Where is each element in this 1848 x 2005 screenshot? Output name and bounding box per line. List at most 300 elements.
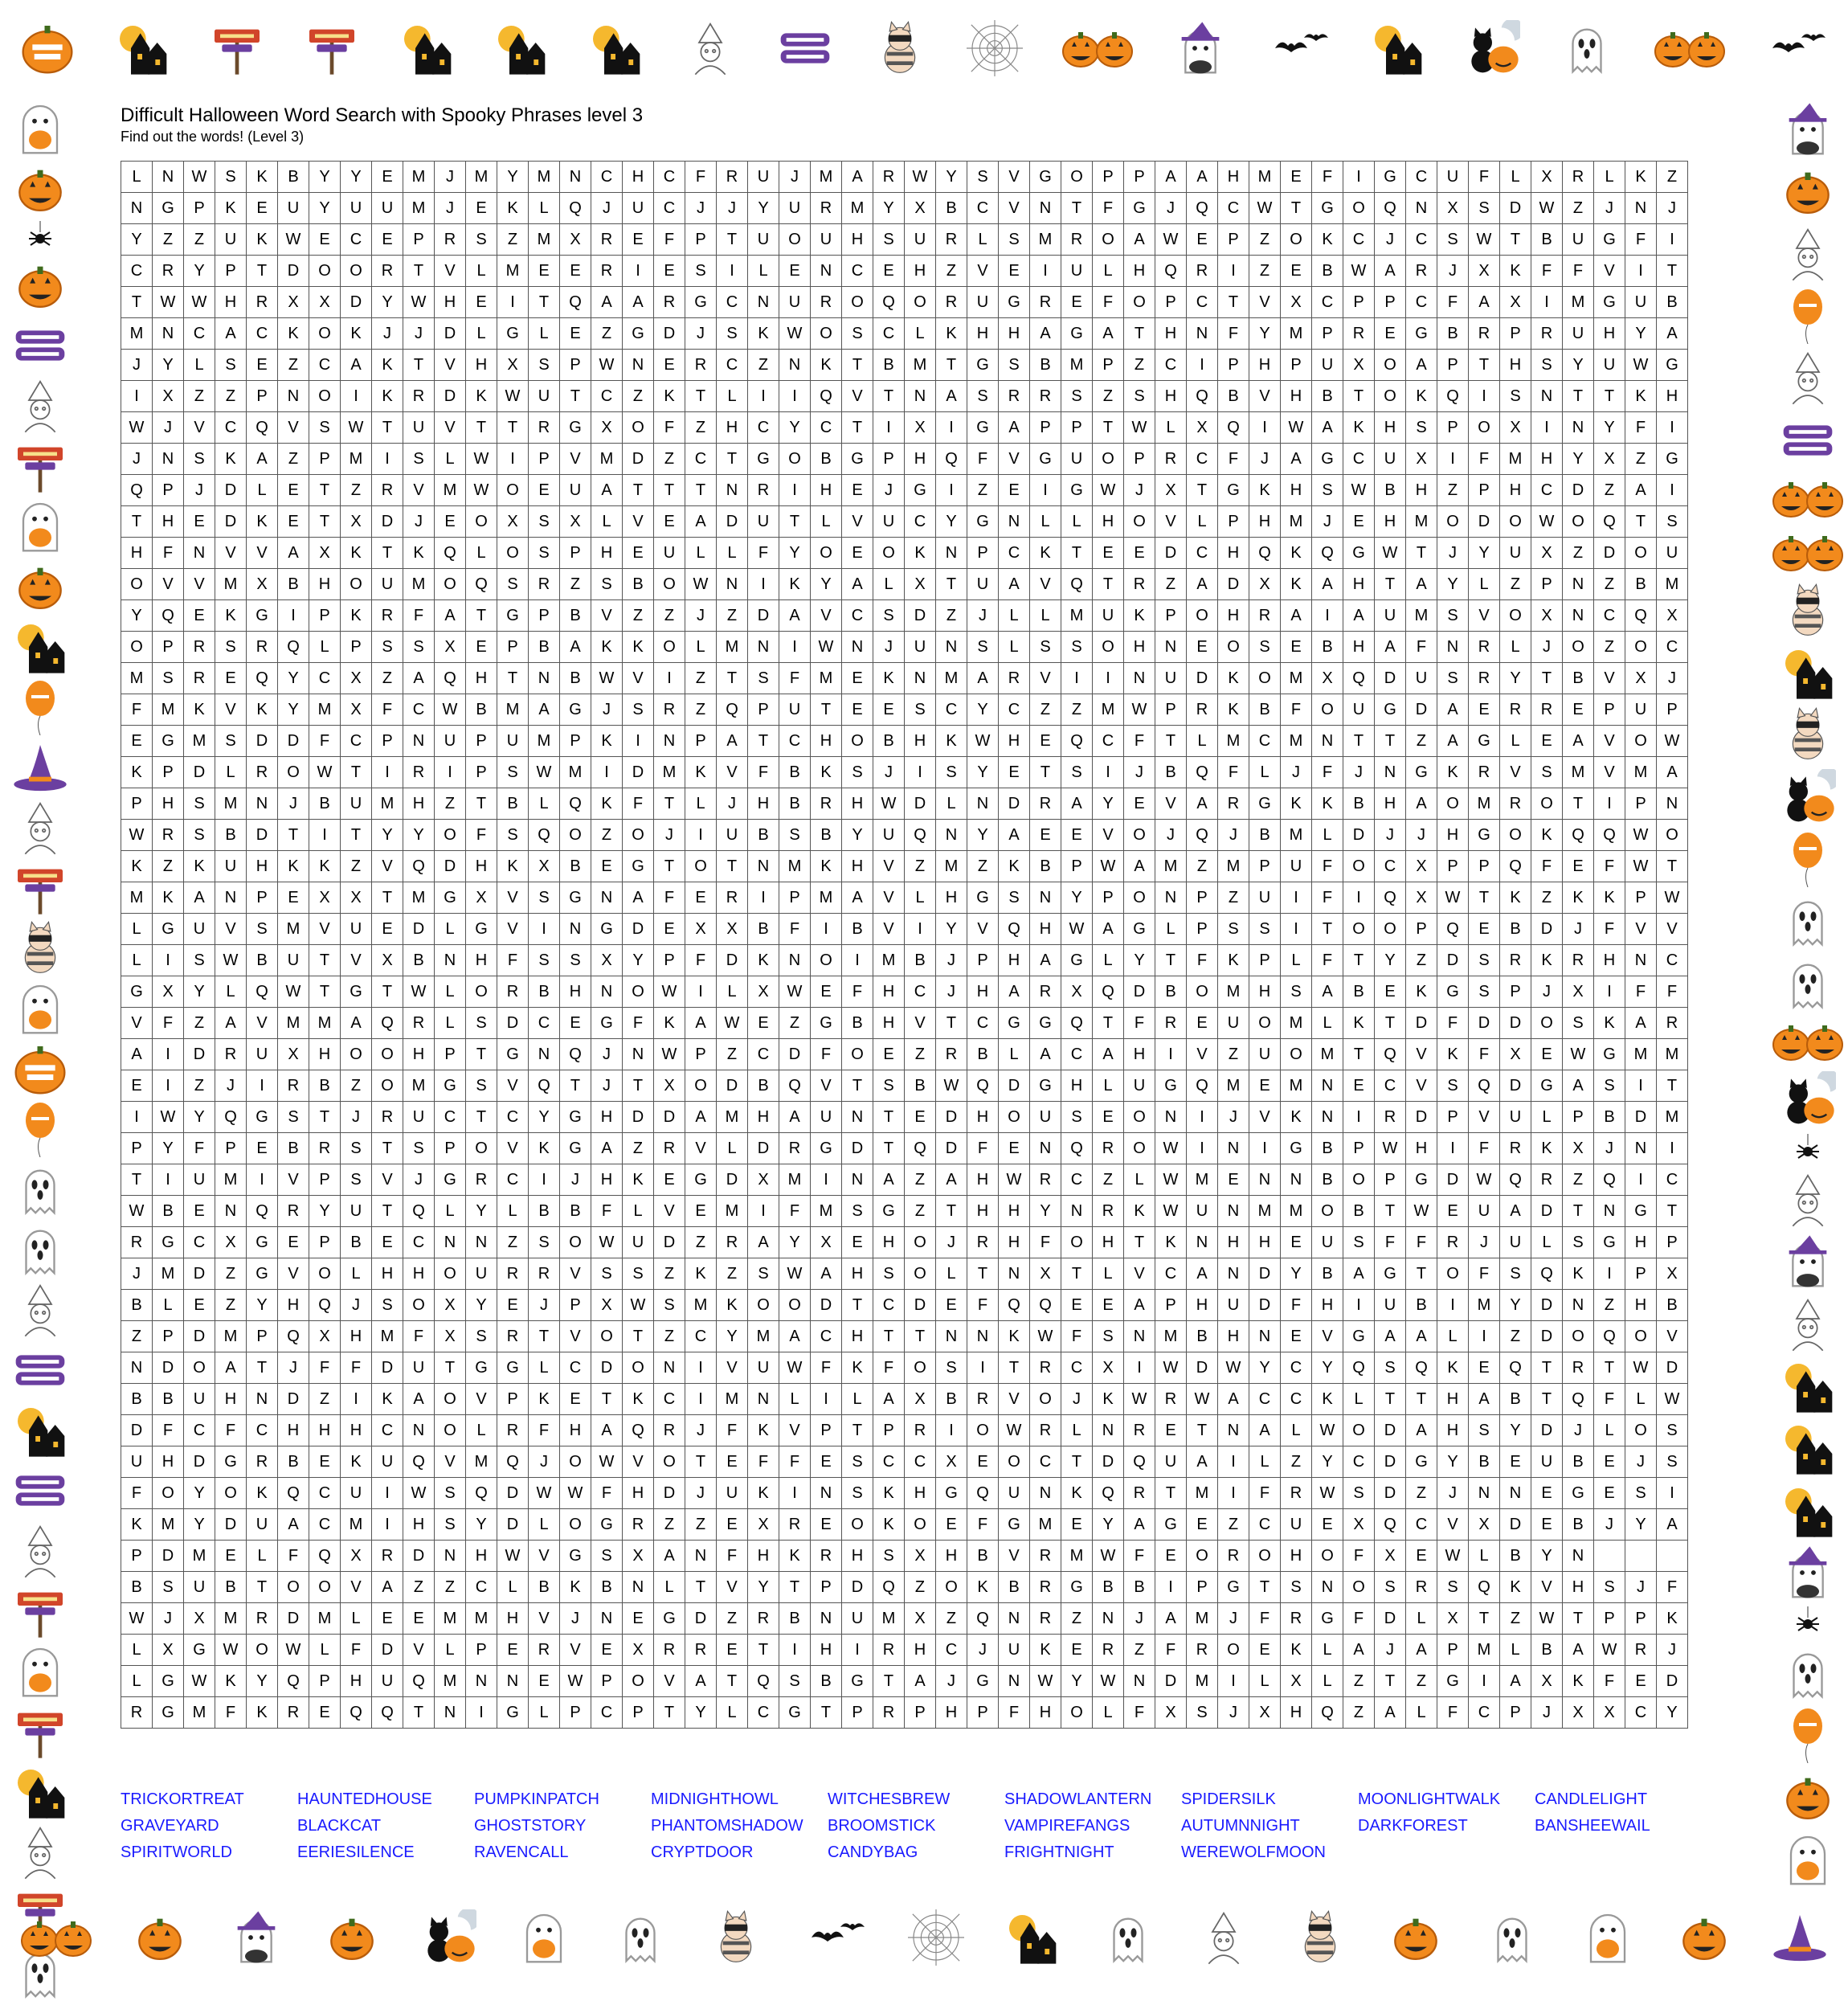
grid-cell[interactable]: P	[748, 694, 779, 726]
grid-cell[interactable]: L	[529, 788, 560, 820]
grid-cell[interactable]: U	[1469, 1196, 1500, 1227]
grid-cell[interactable]: A	[623, 287, 654, 318]
grid-cell[interactable]: G	[967, 350, 999, 381]
grid-cell[interactable]: R	[1124, 1415, 1155, 1446]
grid-cell[interactable]: F	[654, 412, 685, 444]
grid-cell[interactable]: S	[873, 600, 905, 632]
grid-cell[interactable]: H	[1625, 1227, 1657, 1258]
grid-cell[interactable]: K	[1343, 412, 1375, 444]
grid-cell[interactable]: D	[1531, 1415, 1563, 1446]
grid-cell[interactable]: U	[466, 1258, 497, 1290]
grid-cell[interactable]: F	[1218, 444, 1249, 475]
grid-cell[interactable]: Y	[779, 412, 811, 444]
grid-cell[interactable]: O	[497, 475, 529, 506]
grid-cell[interactable]: M	[215, 1164, 247, 1196]
grid-cell[interactable]: L	[466, 1415, 497, 1446]
grid-cell[interactable]: T	[309, 475, 341, 506]
grid-cell[interactable]: H	[1218, 1321, 1249, 1352]
grid-cell[interactable]: D	[1531, 1196, 1563, 1227]
grid-cell[interactable]: V	[1469, 1102, 1500, 1133]
grid-cell[interactable]: U	[403, 1102, 435, 1133]
grid-cell[interactable]: N	[999, 1603, 1030, 1635]
grid-cell[interactable]: T	[466, 600, 497, 632]
grid-cell[interactable]: B	[153, 1196, 184, 1227]
grid-cell[interactable]: J	[936, 945, 967, 976]
grid-cell[interactable]: M	[184, 1697, 215, 1729]
grid-cell[interactable]: C	[685, 444, 717, 475]
grid-cell[interactable]: Q	[278, 1666, 309, 1697]
grid-cell[interactable]: V	[1406, 1070, 1437, 1102]
grid-cell[interactable]: T	[1657, 256, 1688, 287]
grid-cell[interactable]: S	[184, 788, 215, 820]
grid-cell[interactable]: Y	[153, 350, 184, 381]
grid-cell[interactable]: G	[967, 412, 999, 444]
grid-cell[interactable]: U	[1218, 1008, 1249, 1039]
grid-cell[interactable]: A	[779, 1102, 811, 1133]
grid-cell[interactable]: I	[1343, 882, 1375, 914]
grid-cell[interactable]: Z	[936, 1603, 967, 1635]
grid-cell[interactable]: L	[1093, 256, 1124, 287]
grid-cell[interactable]: L	[905, 318, 936, 350]
grid-cell[interactable]: X	[341, 694, 372, 726]
grid-cell[interactable]: X	[748, 1509, 779, 1541]
grid-cell[interactable]: H	[748, 1102, 779, 1133]
grid-cell[interactable]: N	[1500, 1478, 1531, 1509]
grid-cell[interactable]: S	[435, 1509, 466, 1541]
grid-cell[interactable]: C	[1594, 600, 1625, 632]
grid-cell[interactable]	[1594, 1541, 1625, 1572]
grid-cell[interactable]: A	[685, 1666, 717, 1697]
grid-cell[interactable]: Z	[654, 1321, 685, 1352]
grid-cell[interactable]: G	[1406, 318, 1437, 350]
grid-cell[interactable]: T	[1312, 914, 1343, 945]
grid-cell[interactable]: P	[1437, 1635, 1469, 1666]
grid-cell[interactable]: Z	[184, 381, 215, 412]
grid-cell[interactable]: R	[936, 1039, 967, 1070]
grid-cell[interactable]: X	[153, 381, 184, 412]
grid-cell[interactable]: Q	[905, 1133, 936, 1164]
grid-cell[interactable]: K	[779, 569, 811, 600]
grid-cell[interactable]: B	[1343, 1196, 1375, 1227]
grid-cell[interactable]: H	[153, 506, 184, 538]
grid-cell[interactable]: G	[1563, 1478, 1594, 1509]
grid-cell[interactable]: X	[1312, 663, 1343, 694]
grid-cell[interactable]: T	[529, 1321, 560, 1352]
grid-cell[interactable]: O	[309, 1572, 341, 1603]
grid-cell[interactable]: B	[529, 632, 560, 663]
grid-cell[interactable]: M	[153, 1258, 184, 1290]
grid-cell[interactable]: U	[247, 1509, 278, 1541]
grid-cell[interactable]: D	[1469, 506, 1500, 538]
grid-cell[interactable]: O	[560, 1509, 591, 1541]
grid-cell[interactable]: A	[1093, 1039, 1124, 1070]
grid-cell[interactable]: I	[372, 1478, 403, 1509]
grid-cell[interactable]: I	[1343, 162, 1375, 193]
grid-cell[interactable]: G	[873, 1196, 905, 1227]
grid-cell[interactable]: W	[1312, 1478, 1343, 1509]
grid-cell[interactable]: T	[1469, 350, 1500, 381]
grid-cell[interactable]: T	[1375, 1196, 1406, 1227]
grid-cell[interactable]: N	[1187, 1227, 1218, 1258]
grid-cell[interactable]: G	[1312, 444, 1343, 475]
grid-cell[interactable]: U	[1625, 287, 1657, 318]
grid-cell[interactable]: H	[341, 1666, 372, 1697]
grid-cell[interactable]: O	[372, 1039, 403, 1070]
grid-cell[interactable]: E	[435, 506, 466, 538]
grid-cell[interactable]: S	[967, 162, 999, 193]
grid-cell[interactable]: K	[1594, 1008, 1625, 1039]
grid-cell[interactable]: C	[842, 600, 873, 632]
grid-cell[interactable]: F	[184, 1133, 215, 1164]
grid-cell[interactable]: W	[1155, 1164, 1187, 1196]
grid-cell[interactable]: A	[591, 1133, 623, 1164]
grid-cell[interactable]: B	[215, 1572, 247, 1603]
grid-cell[interactable]: I	[623, 256, 654, 287]
grid-cell[interactable]: T	[685, 1572, 717, 1603]
grid-cell[interactable]: J	[717, 788, 748, 820]
grid-cell[interactable]: P	[560, 350, 591, 381]
grid-cell[interactable]: Y	[967, 820, 999, 851]
grid-cell[interactable]: E	[121, 726, 153, 757]
grid-cell[interactable]: V	[184, 569, 215, 600]
grid-cell[interactable]: E	[1061, 1290, 1093, 1321]
grid-cell[interactable]: N	[623, 1039, 654, 1070]
grid-cell[interactable]: B	[560, 1196, 591, 1227]
grid-cell[interactable]: B	[967, 1039, 999, 1070]
grid-cell[interactable]: P	[1625, 1258, 1657, 1290]
grid-cell[interactable]: F	[1124, 1541, 1155, 1572]
grid-cell[interactable]: D	[748, 1133, 779, 1164]
grid-cell[interactable]: W	[873, 788, 905, 820]
grid-cell[interactable]: J	[1594, 193, 1625, 224]
grid-cell[interactable]: F	[1437, 287, 1469, 318]
grid-cell[interactable]: M	[1218, 726, 1249, 757]
grid-cell[interactable]: U	[1155, 663, 1187, 694]
grid-cell[interactable]: K	[1343, 1008, 1375, 1039]
grid-cell[interactable]: U	[873, 506, 905, 538]
grid-cell[interactable]: J	[1657, 193, 1688, 224]
grid-cell[interactable]: X	[341, 1541, 372, 1572]
grid-cell[interactable]: C	[1187, 538, 1218, 569]
grid-cell[interactable]: T	[309, 976, 341, 1008]
grid-cell[interactable]: H	[1093, 1227, 1124, 1258]
grid-cell[interactable]: H	[1594, 318, 1625, 350]
grid-cell[interactable]: G	[1594, 224, 1625, 256]
grid-cell[interactable]: E	[1281, 1227, 1312, 1258]
grid-cell[interactable]: D	[717, 945, 748, 976]
grid-cell[interactable]: F	[591, 1478, 623, 1509]
grid-cell[interactable]: M	[1563, 287, 1594, 318]
grid-cell[interactable]: Y	[1061, 882, 1093, 914]
grid-cell[interactable]: B	[560, 600, 591, 632]
grid-cell[interactable]: U	[1218, 1290, 1249, 1321]
grid-cell[interactable]: R	[1531, 318, 1563, 350]
grid-cell[interactable]: Q	[967, 1478, 999, 1509]
grid-cell[interactable]: K	[121, 757, 153, 788]
grid-cell[interactable]: E	[654, 256, 685, 287]
grid-cell[interactable]: E	[560, 1384, 591, 1415]
grid-cell[interactable]: K	[685, 1258, 717, 1290]
grid-cell[interactable]: L	[529, 318, 560, 350]
grid-cell[interactable]: M	[403, 162, 435, 193]
grid-cell[interactable]: F	[1469, 162, 1500, 193]
grid-cell[interactable]: C	[905, 976, 936, 1008]
grid-cell[interactable]: Z	[654, 600, 685, 632]
grid-cell[interactable]: V	[1657, 1321, 1688, 1352]
grid-cell[interactable]: W	[811, 632, 842, 663]
grid-cell[interactable]: Z	[623, 600, 654, 632]
grid-cell[interactable]: J	[1061, 1384, 1093, 1415]
grid-cell[interactable]: N	[591, 976, 623, 1008]
grid-cell[interactable]: H	[1218, 600, 1249, 632]
grid-cell[interactable]: O	[466, 1133, 497, 1164]
grid-cell[interactable]: X	[1563, 976, 1594, 1008]
grid-cell[interactable]: W	[1594, 1635, 1625, 1666]
grid-cell[interactable]: D	[1406, 1008, 1437, 1039]
grid-cell[interactable]: V	[529, 1603, 560, 1635]
grid-cell[interactable]: E	[529, 475, 560, 506]
grid-cell[interactable]: E	[1249, 1070, 1281, 1102]
grid-cell[interactable]: S	[623, 694, 654, 726]
grid-cell[interactable]: T	[466, 1039, 497, 1070]
grid-cell[interactable]: S	[905, 694, 936, 726]
grid-cell[interactable]: N	[967, 788, 999, 820]
grid-cell[interactable]: X	[497, 350, 529, 381]
grid-cell[interactable]: W	[153, 1102, 184, 1133]
grid-cell[interactable]: K	[1563, 1258, 1594, 1290]
grid-cell[interactable]: F	[1625, 412, 1657, 444]
grid-cell[interactable]: P	[529, 600, 560, 632]
grid-cell[interactable]: O	[153, 1478, 184, 1509]
grid-cell[interactable]: Z	[1218, 882, 1249, 914]
grid-cell[interactable]: U	[999, 1478, 1030, 1509]
grid-cell[interactable]: I	[779, 1478, 811, 1509]
grid-cell[interactable]: I	[1657, 224, 1688, 256]
grid-cell[interactable]: H	[341, 1415, 372, 1446]
grid-cell[interactable]: Y	[372, 287, 403, 318]
grid-cell[interactable]: V	[1469, 600, 1500, 632]
grid-cell[interactable]: I	[1437, 1133, 1469, 1164]
grid-cell[interactable]: G	[1061, 1572, 1093, 1603]
grid-cell[interactable]: P	[1155, 287, 1187, 318]
grid-cell[interactable]: I	[153, 1039, 184, 1070]
grid-cell[interactable]: C	[1281, 1384, 1312, 1415]
grid-cell[interactable]: A	[403, 1384, 435, 1415]
grid-cell[interactable]: T	[1155, 945, 1187, 976]
grid-cell[interactable]: G	[497, 1697, 529, 1729]
grid-cell[interactable]: E	[999, 1133, 1030, 1164]
grid-cell[interactable]: A	[1563, 1635, 1594, 1666]
grid-cell[interactable]: M	[1657, 1102, 1688, 1133]
grid-cell[interactable]: J	[685, 318, 717, 350]
grid-cell[interactable]: L	[685, 538, 717, 569]
grid-cell[interactable]: V	[999, 1384, 1030, 1415]
grid-cell[interactable]: C	[184, 1227, 215, 1258]
grid-cell[interactable]: C	[497, 1164, 529, 1196]
grid-cell[interactable]: N	[654, 1352, 685, 1384]
grid-cell[interactable]: Y	[873, 193, 905, 224]
grid-cell[interactable]: S	[1375, 1352, 1406, 1384]
grid-cell[interactable]: H	[153, 788, 184, 820]
grid-cell[interactable]: I	[1625, 256, 1657, 287]
grid-cell[interactable]: W	[1625, 350, 1657, 381]
grid-cell[interactable]: P	[184, 193, 215, 224]
grid-cell[interactable]: E	[873, 694, 905, 726]
grid-cell[interactable]: C	[1406, 162, 1437, 193]
grid-cell[interactable]: P	[591, 1666, 623, 1697]
grid-cell[interactable]: M	[215, 788, 247, 820]
grid-cell[interactable]: L	[121, 945, 153, 976]
grid-cell[interactable]: O	[1437, 788, 1469, 820]
grid-cell[interactable]: Y	[1030, 1196, 1061, 1227]
grid-cell[interactable]: C	[873, 318, 905, 350]
grid-cell[interactable]: T	[811, 694, 842, 726]
grid-cell[interactable]: N	[654, 726, 685, 757]
grid-cell[interactable]: K	[215, 1666, 247, 1697]
grid-cell[interactable]: O	[309, 1258, 341, 1290]
grid-cell[interactable]: D	[654, 318, 685, 350]
grid-cell[interactable]: D	[842, 1133, 873, 1164]
grid-cell[interactable]: U	[717, 820, 748, 851]
grid-cell[interactable]: S	[1375, 1572, 1406, 1603]
grid-cell[interactable]: H	[1187, 1290, 1218, 1321]
grid-cell[interactable]: S	[1657, 1446, 1688, 1478]
grid-cell[interactable]: I	[1343, 1290, 1375, 1321]
grid-cell[interactable]: H	[717, 412, 748, 444]
grid-cell[interactable]: X	[936, 1446, 967, 1478]
grid-cell[interactable]: N	[1375, 757, 1406, 788]
grid-cell[interactable]: N	[1030, 1133, 1061, 1164]
grid-cell[interactable]: I	[309, 820, 341, 851]
grid-cell[interactable]: R	[435, 224, 466, 256]
grid-cell[interactable]: B	[748, 914, 779, 945]
grid-cell[interactable]: L	[1406, 1603, 1437, 1635]
grid-cell[interactable]: U	[779, 193, 811, 224]
grid-cell[interactable]: X	[497, 506, 529, 538]
grid-cell[interactable]: O	[1124, 1102, 1155, 1133]
grid-cell[interactable]: A	[278, 1509, 309, 1541]
grid-cell[interactable]: Q	[873, 1572, 905, 1603]
grid-cell[interactable]: V	[811, 1070, 842, 1102]
grid-cell[interactable]: B	[1657, 287, 1688, 318]
grid-cell[interactable]: Q	[1500, 1164, 1531, 1196]
grid-cell[interactable]: N	[591, 1603, 623, 1635]
grid-cell[interactable]: F	[1375, 1227, 1406, 1258]
grid-cell[interactable]: U	[215, 224, 247, 256]
grid-cell[interactable]: K	[1594, 882, 1625, 914]
grid-cell[interactable]: D	[1155, 538, 1187, 569]
grid-cell[interactable]: N	[748, 1384, 779, 1415]
grid-cell[interactable]: A	[591, 475, 623, 506]
grid-cell[interactable]: H	[1500, 475, 1531, 506]
grid-cell[interactable]: I	[748, 569, 779, 600]
grid-cell[interactable]: B	[905, 945, 936, 976]
grid-cell[interactable]: J	[873, 632, 905, 663]
grid-cell[interactable]: P	[1500, 318, 1531, 350]
grid-cell[interactable]: I	[873, 412, 905, 444]
grid-cell[interactable]: Z	[1406, 945, 1437, 976]
grid-cell[interactable]: Y	[1563, 350, 1594, 381]
grid-cell[interactable]: S	[1657, 506, 1688, 538]
grid-cell[interactable]: G	[435, 1070, 466, 1102]
grid-cell[interactable]: L	[1500, 632, 1531, 663]
grid-cell[interactable]: N	[466, 1666, 497, 1697]
grid-cell[interactable]: H	[873, 976, 905, 1008]
grid-cell[interactable]: M	[1187, 1164, 1218, 1196]
grid-cell[interactable]: Q	[1343, 663, 1375, 694]
grid-cell[interactable]: V	[184, 412, 215, 444]
grid-cell[interactable]: N	[403, 726, 435, 757]
grid-cell[interactable]: U	[1281, 1509, 1312, 1541]
grid-cell[interactable]: J	[1437, 538, 1469, 569]
grid-cell[interactable]: S	[466, 1070, 497, 1102]
grid-cell[interactable]: Y	[779, 1227, 811, 1258]
grid-cell[interactable]: S	[1187, 1697, 1218, 1729]
grid-cell[interactable]: D	[654, 1102, 685, 1133]
grid-cell[interactable]: A	[1124, 1509, 1155, 1541]
grid-cell[interactable]: C	[435, 1102, 466, 1133]
grid-cell[interactable]: N	[1312, 726, 1343, 757]
grid-cell[interactable]: G	[1343, 1321, 1375, 1352]
grid-cell[interactable]: P	[1437, 412, 1469, 444]
grid-cell[interactable]: D	[1500, 1509, 1531, 1541]
grid-cell[interactable]: O	[591, 1321, 623, 1352]
grid-cell[interactable]: F	[591, 1196, 623, 1227]
grid-cell[interactable]: T	[341, 757, 372, 788]
grid-cell[interactable]: M	[1281, 820, 1312, 851]
grid-cell[interactable]: R	[215, 1039, 247, 1070]
grid-cell[interactable]: P	[1124, 162, 1155, 193]
grid-cell[interactable]: Q	[1187, 757, 1218, 788]
grid-cell[interactable]: B	[967, 1541, 999, 1572]
grid-cell[interactable]: Q	[1625, 600, 1657, 632]
grid-cell[interactable]: A	[1657, 1509, 1688, 1541]
grid-cell[interactable]: P	[1469, 475, 1500, 506]
grid-cell[interactable]: M	[1061, 600, 1093, 632]
grid-cell[interactable]: Y	[1657, 1697, 1688, 1729]
grid-cell[interactable]: K	[685, 757, 717, 788]
grid-cell[interactable]: U	[184, 1384, 215, 1415]
grid-cell[interactable]: M	[1218, 851, 1249, 882]
grid-cell[interactable]: H	[1594, 945, 1625, 976]
grid-cell[interactable]: F	[1249, 1478, 1281, 1509]
grid-cell[interactable]: H	[873, 1008, 905, 1039]
grid-cell[interactable]: D	[497, 1509, 529, 1541]
grid-cell[interactable]: E	[873, 1039, 905, 1070]
grid-cell[interactable]: E	[184, 1196, 215, 1227]
grid-cell[interactable]: C	[967, 1008, 999, 1039]
grid-cell[interactable]: P	[811, 1572, 842, 1603]
grid-cell[interactable]: L	[1155, 412, 1187, 444]
grid-cell[interactable]: B	[278, 1446, 309, 1478]
grid-cell[interactable]: K	[936, 726, 967, 757]
grid-cell[interactable]: H	[1155, 318, 1187, 350]
grid-cell[interactable]: H	[466, 350, 497, 381]
grid-cell[interactable]: G	[1124, 193, 1155, 224]
grid-cell[interactable]: S	[967, 632, 999, 663]
grid-cell[interactable]: F	[529, 1415, 560, 1446]
grid-cell[interactable]: S	[247, 914, 278, 945]
grid-cell[interactable]: P	[1531, 569, 1563, 600]
grid-cell[interactable]: L	[905, 882, 936, 914]
grid-cell[interactable]: K	[341, 600, 372, 632]
grid-cell[interactable]: V	[1249, 381, 1281, 412]
grid-cell[interactable]: B	[1437, 318, 1469, 350]
grid-cell[interactable]: O	[121, 632, 153, 663]
grid-cell[interactable]: W	[184, 162, 215, 193]
grid-cell[interactable]: O	[278, 1572, 309, 1603]
grid-cell[interactable]: Q	[247, 976, 278, 1008]
